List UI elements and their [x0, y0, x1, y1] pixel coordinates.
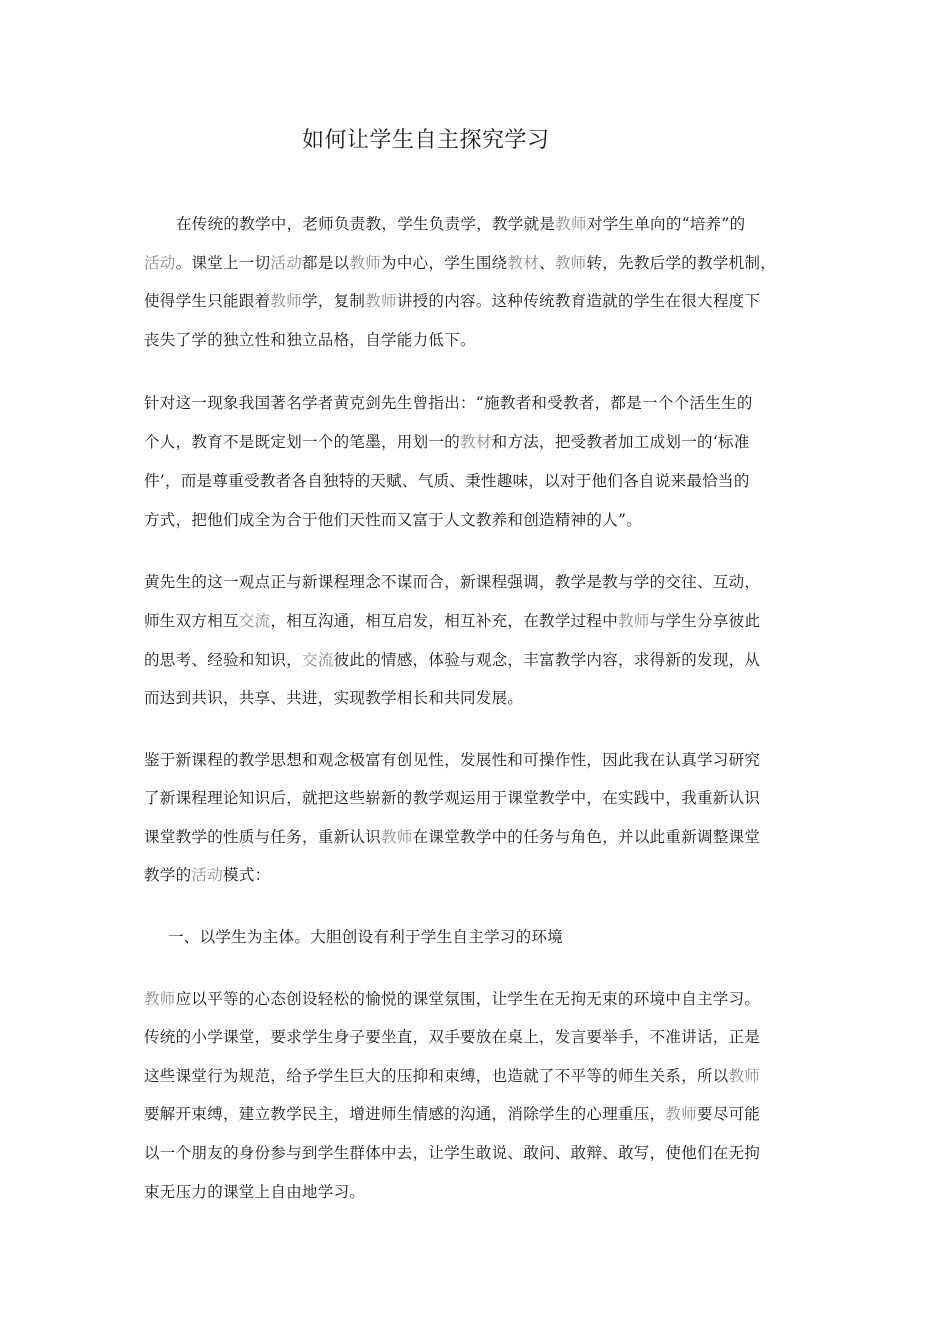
text-segment: 教学的 — [144, 866, 192, 884]
text-segment: 都是以 — [302, 254, 350, 272]
text-segment: 在传统的教学中，老师负责教，学生负责学，教学就是 — [176, 215, 556, 233]
text-segment: 要解开束缚，建立教学民主，增进师生情感的沟通，消除学生的心理重压， — [144, 1105, 666, 1123]
text-segment: 而达到共识，共享、共进，实现教学相长和共同发展。 — [144, 689, 524, 707]
highlighted-term: 教师 — [270, 292, 303, 310]
text-line — [144, 786, 760, 810]
text-segment: 课堂教学的性质与任务，重新认识 — [144, 828, 382, 846]
text-line — [144, 1064, 760, 1088]
text-line — [144, 508, 642, 532]
text-line — [144, 469, 750, 493]
text-line — [144, 609, 760, 633]
text-segment: 模式： — [223, 866, 271, 884]
highlighted-term: 教师 — [555, 215, 587, 233]
text-line — [144, 987, 760, 1011]
text-segment: ，相互沟通，相互启发，相互补充，在教学过程中 — [270, 612, 619, 630]
text-line — [144, 1102, 760, 1126]
highlighted-term: 活动 — [270, 254, 303, 272]
text-segment: 。课堂上一切 — [175, 254, 271, 272]
text-line — [144, 863, 270, 887]
text-line — [168, 925, 563, 949]
text-line — [144, 289, 760, 313]
text-segment: 以一个朋友的身份参与到学生群体中去，让学生敢说、敢问、敢辩、敢写，使他们在无拘 — [144, 1144, 761, 1162]
text-line — [144, 1141, 760, 1165]
highlighted-term: 教师 — [554, 254, 587, 272]
text-segment: 对学生单向的“培养”的 — [586, 215, 746, 233]
highlighted-term: 教师 — [665, 1105, 698, 1123]
text-segment: 的思考、经验和知识， — [144, 651, 303, 669]
highlighted-term: 教师 — [365, 292, 397, 310]
highlighted-term: 教师 — [349, 254, 382, 272]
text-line — [144, 648, 760, 672]
highlighted-term: 教材 — [507, 254, 540, 272]
text-segment: 讲授的内容。这种传统教育造就的学生在很大程度下 — [396, 292, 761, 310]
text-segment: 学，复制 — [302, 292, 366, 310]
text-segment: 传统的小学课堂，要求学生身子要坐直，双手要放在桌上，发言要举手，不准讲话，正是 — [144, 1028, 761, 1046]
text-segment: 鉴于新课程的教学思想和观念极富有创见性，发展性和可操作性，因此我在认真学习研究 — [144, 751, 761, 769]
text-line — [144, 570, 760, 594]
text-line — [144, 430, 750, 454]
text-line — [144, 825, 760, 849]
highlighted-term: 教师 — [144, 990, 176, 1008]
text-segment: 应以平等的心态创设轻松的愉悦的课堂氛围，让学生在无拘无束的环境中自主学习。 — [175, 990, 761, 1008]
highlighted-term: 交流 — [302, 651, 334, 669]
text-segment: 、 — [539, 254, 555, 272]
text-line — [144, 1025, 760, 1049]
text-line — [144, 391, 753, 415]
text-line — [144, 328, 476, 352]
text-segment: 这些课堂行为规范，给予学生巨大的压抑和束缚，也造就了不平等的师生关系，所以 — [144, 1067, 729, 1085]
document-title: 如何让学生自主探究学习 — [302, 128, 550, 153]
text-segment: 了新课程理论知识后，就把这些崭新的教学观运用于课堂教学中，在实践中，我重新认识 — [144, 789, 761, 807]
text-segment: 与学生分享彼此 — [649, 612, 761, 630]
text-segment: 为中心，学生围绕 — [381, 254, 508, 272]
text-line — [144, 748, 760, 772]
text-segment: 要尽可能 — [697, 1105, 761, 1123]
text-segment: 黄先生的这一观点正与新课程理念不谋而合，新课程强调，教学是教与学的交往、互动， — [144, 573, 761, 591]
text-segment: 转，先教后学的教学机制， — [586, 254, 777, 272]
text-segment: 使得学生只能跟着 — [144, 292, 271, 310]
text-segment: 彼此的情感，体验与观念，丰富教学内容，求得新的发现，从 — [333, 651, 761, 669]
highlighted-term: 教师 — [618, 612, 650, 630]
highlighted-term: 教材 — [460, 433, 492, 451]
highlighted-term: 活动 — [191, 866, 224, 884]
text-segment: 在课堂教学中的任务与角色，并以此重新调整课堂 — [412, 828, 761, 846]
highlighted-term: 交流 — [238, 612, 271, 630]
text-segment: 束无压力的课堂上自由地学习。 — [144, 1183, 366, 1201]
text-segment: 针对这一现象我国著名学者黄克剑先生曾指出：“施教者和受教者，都是一个个活生生的 — [144, 394, 753, 412]
text-segment: 个人，教育不是既定划一个的笔墨，用划一的 — [144, 433, 461, 451]
text-segment: 和方法，把受教者加工成划一的‘标准 — [491, 433, 750, 451]
text-line — [144, 251, 776, 275]
text-segment: 件’，而是尊重受教者各自独特的天赋、气质、秉性趣味，以对于他们各自说来最恰当的 — [144, 472, 750, 490]
text-segment: 方式，把他们成全为合于他们天性而又富于人文教养和创造精神的人”。 — [144, 511, 643, 529]
highlighted-term: 活动 — [144, 254, 176, 272]
highlighted-term: 教师 — [381, 828, 413, 846]
highlighted-term: 教师 — [728, 1067, 761, 1085]
text-line — [144, 686, 523, 710]
text-segment: 师生双方相互 — [144, 612, 239, 630]
text-line — [176, 212, 745, 236]
text-line — [144, 1180, 365, 1204]
text-segment: 一、以学生为主体。大胆创设有利于学生自主学习的环境 — [168, 928, 564, 946]
text-segment: 丧失了学的独立性和独立品格，自学能力低下。 — [144, 331, 476, 349]
